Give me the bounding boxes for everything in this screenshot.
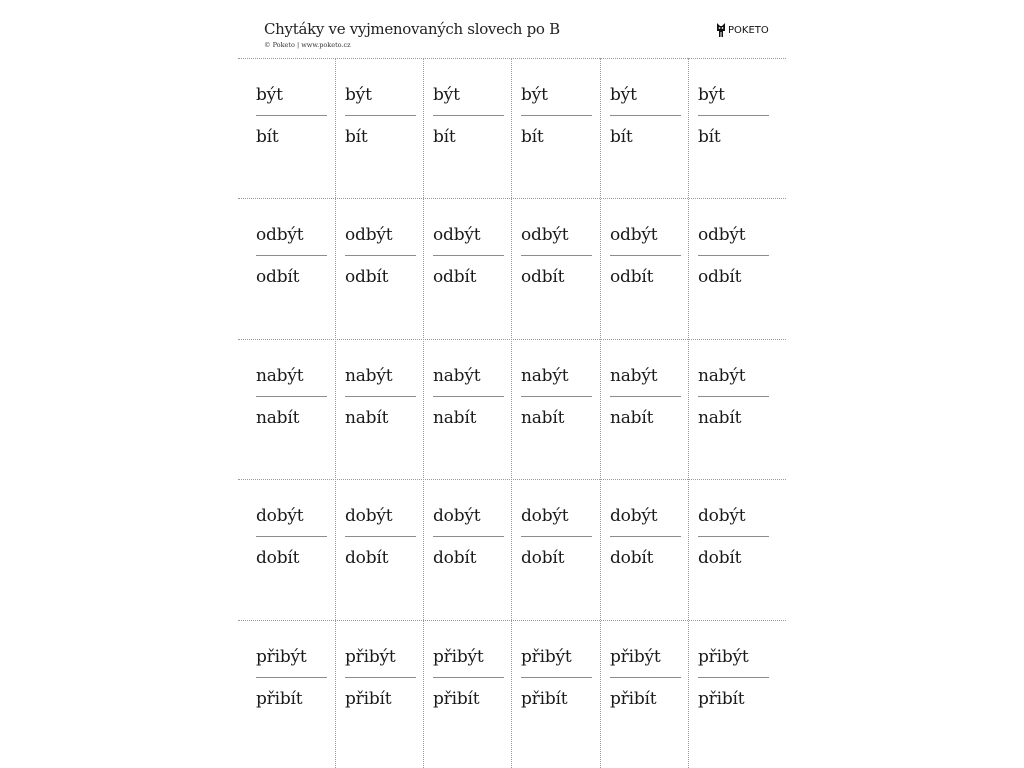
cut-line-horizontal (238, 479, 786, 480)
fold-line (610, 396, 681, 397)
word-with-i: odbít (610, 267, 654, 287)
word-with-y: přibýt (256, 647, 307, 667)
word-with-y: odbýt (521, 225, 569, 245)
cut-line-vertical (423, 58, 424, 768)
word-with-y: nabýt (521, 366, 569, 386)
word-with-y: nabýt (256, 366, 304, 386)
word-with-y: přibýt (698, 647, 749, 667)
fold-line (345, 536, 416, 537)
fold-line (256, 396, 327, 397)
word-with-i: nabít (256, 408, 300, 428)
word-with-i: přibít (521, 689, 568, 709)
word-with-y: dobýt (610, 506, 658, 526)
word-with-i: bít (610, 127, 633, 147)
word-with-i: bít (698, 127, 721, 147)
fold-line (256, 115, 327, 116)
word-with-y: přibýt (433, 647, 484, 667)
word-with-y: dobýt (521, 506, 569, 526)
word-with-y: být (256, 85, 283, 105)
word-with-i: nabít (345, 408, 389, 428)
word-with-i: přibít (698, 689, 745, 709)
fold-line (433, 255, 504, 256)
word-with-i: odbít (521, 267, 565, 287)
fold-line (433, 536, 504, 537)
word-with-i: přibít (433, 689, 480, 709)
word-with-y: být (433, 85, 460, 105)
page-title: Chytáky ve vyjmenovaných slovech po B (264, 20, 560, 38)
fold-line (433, 396, 504, 397)
cut-line-vertical (688, 58, 689, 768)
word-with-i: dobít (256, 548, 300, 568)
word-with-y: nabýt (433, 366, 481, 386)
word-with-y: nabýt (345, 366, 393, 386)
fold-line (345, 677, 416, 678)
word-with-y: být (610, 85, 637, 105)
word-with-i: dobít (610, 548, 654, 568)
fold-line (698, 255, 769, 256)
fold-line (345, 396, 416, 397)
fold-line (433, 677, 504, 678)
fold-line (698, 677, 769, 678)
word-with-y: dobýt (256, 506, 304, 526)
word-with-i: dobít (433, 548, 477, 568)
word-with-y: být (698, 85, 725, 105)
fold-line (256, 536, 327, 537)
word-with-y: odbýt (433, 225, 481, 245)
poketo-mascot-icon (716, 23, 726, 37)
cut-line-vertical (335, 58, 336, 768)
word-with-i: nabít (610, 408, 654, 428)
copyright-line: © Poketo | www.poketo.cz (264, 41, 351, 49)
word-with-i: dobít (521, 548, 565, 568)
fold-line (521, 396, 592, 397)
word-with-y: být (345, 85, 372, 105)
word-with-y: odbýt (698, 225, 746, 245)
word-with-y: přibýt (521, 647, 572, 667)
fold-line (610, 677, 681, 678)
word-with-y: přibýt (345, 647, 396, 667)
word-with-i: dobít (698, 548, 742, 568)
word-with-y: být (521, 85, 548, 105)
word-with-i: nabít (698, 408, 742, 428)
cut-line-horizontal (238, 339, 786, 340)
word-with-i: dobít (345, 548, 389, 568)
word-with-i: bít (521, 127, 544, 147)
word-with-i: odbít (698, 267, 742, 287)
word-with-i: bít (345, 127, 368, 147)
fold-line (521, 255, 592, 256)
word-with-y: odbýt (345, 225, 393, 245)
word-with-i: přibít (610, 689, 657, 709)
word-with-i: přibít (345, 689, 392, 709)
fold-line (256, 677, 327, 678)
fold-line (610, 115, 681, 116)
word-with-i: přibít (256, 689, 303, 709)
card-grid (238, 58, 786, 768)
fold-line (698, 115, 769, 116)
word-with-i: nabít (433, 408, 477, 428)
word-with-y: odbýt (256, 225, 304, 245)
word-with-i: bít (256, 127, 279, 147)
worksheet-header (264, 20, 560, 49)
word-with-i: odbít (433, 267, 477, 287)
fold-line (521, 536, 592, 537)
cut-line-horizontal (238, 620, 786, 621)
logo-text: POKETO (728, 24, 769, 36)
cut-line-horizontal (238, 198, 786, 199)
word-with-y: dobýt (698, 506, 746, 526)
word-with-y: dobýt (345, 506, 393, 526)
fold-line (433, 115, 504, 116)
word-with-i: odbít (256, 267, 300, 287)
fold-line (610, 255, 681, 256)
fold-line (345, 115, 416, 116)
cut-line-vertical (600, 58, 601, 768)
word-with-i: odbít (345, 267, 389, 287)
fold-line (256, 255, 327, 256)
fold-line (698, 536, 769, 537)
fold-line (698, 396, 769, 397)
fold-line (521, 677, 592, 678)
fold-line (521, 115, 592, 116)
word-with-y: dobýt (433, 506, 481, 526)
fold-line (345, 255, 416, 256)
cut-line-vertical (511, 58, 512, 768)
word-with-i: nabít (521, 408, 565, 428)
word-with-y: nabýt (698, 366, 746, 386)
word-with-i: bít (433, 127, 456, 147)
word-with-y: přibýt (610, 647, 661, 667)
word-with-y: odbýt (610, 225, 658, 245)
fold-line (610, 536, 681, 537)
word-with-y: nabýt (610, 366, 658, 386)
cut-line-horizontal (238, 58, 786, 59)
poketo-logo (716, 23, 769, 37)
